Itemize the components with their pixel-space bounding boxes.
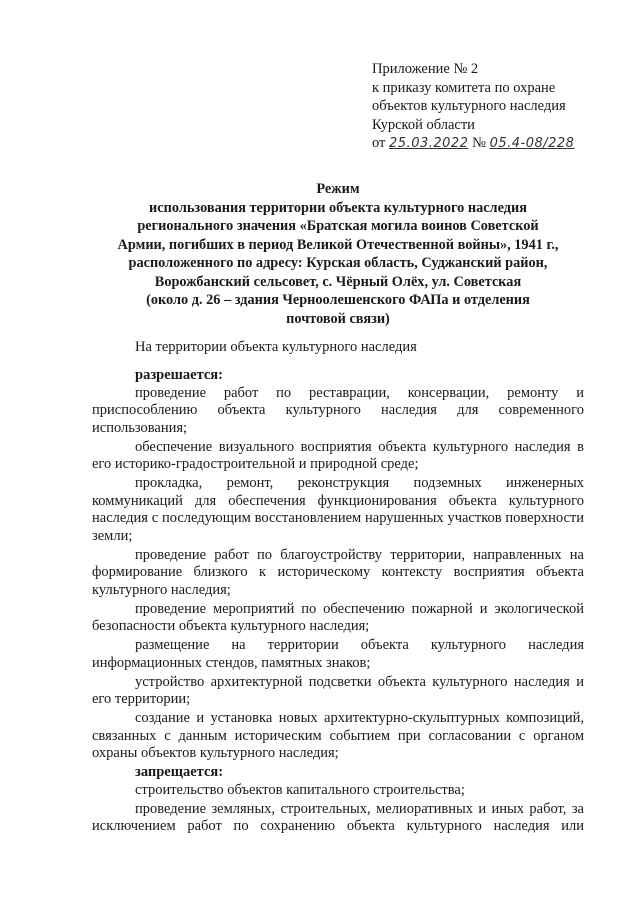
- title-line: регионального значения «Братская могила воинов Советской: [137, 218, 539, 234]
- title-line: Ворожбанский сельсовет, с. Чёрный Олёх, ул. Советская: [154, 273, 522, 290]
- document-title: [92, 180, 584, 328]
- allowed-item: проведение работ по реставрации, консервации, ремонту и приспособлению объекта культурного наследия для современного использования;: [92, 384, 584, 436]
- intro-text: На территории объекта культурного наследия: [135, 339, 417, 355]
- appendix-block: [372, 60, 574, 154]
- title-line: расположенного по адресу: Курская область, Суджанский район,: [128, 255, 548, 271]
- from-label: от: [372, 135, 386, 151]
- allowed-item: создание и установка новых архитектурно-скульптурных композиций, связанных с данным историческим событием при согласовании с органом охраны объектов культурного наследия;: [92, 710, 584, 761]
- appendix-order-line: к приказу комитета по охране: [372, 79, 556, 96]
- appendix-date-line: [372, 134, 574, 154]
- appendix-region-line: Курской области: [372, 116, 475, 133]
- allowed-item: проведение работ по благоустройству территории, направленных на формирование близкого к историческому контексту восприятия объекта культурного наследия;: [92, 546, 584, 598]
- number-label: №: [472, 135, 486, 151]
- appendix-committee-line: объектов культурного наследия: [372, 98, 566, 114]
- title-heading: Режим: [316, 181, 360, 197]
- allowed-item: размещение на территории объекта культурного наследия информационных стендов, памятных знаков;: [92, 637, 584, 671]
- title-line: Армии, погибших в период Великой Отечественной войны», 1941 г.,: [117, 236, 559, 253]
- allowed-heading: разрешается:: [135, 367, 223, 383]
- forbidden-heading: запрещается:: [135, 764, 224, 780]
- order-date: 25.03.2022: [389, 136, 469, 151]
- allowed-item: устройство архитектурной подсветки объекта культурного наследия и его территории;: [92, 673, 584, 707]
- forbidden-item: строительство объектов капитального строительства;: [135, 781, 465, 798]
- regime-body: [92, 367, 584, 837]
- forbidden-item: проведение земляных, строительных, мелиоративных и иных работ, за исключением работ по сохранению объекта культурного наследия или: [92, 800, 584, 834]
- allowed-item: обеспечение визуального восприятия объекта культурного наследия в его историко-градостроительной и природной среде;: [92, 438, 584, 472]
- title-line: использования территории объекта культурного наследия: [149, 199, 527, 216]
- order-number: 05.4-08/228: [489, 136, 575, 151]
- allowed-item: проведение мероприятий по обеспечению пожарной и экологической безопасности объекта культурного наследия;: [92, 600, 584, 634]
- appendix-title: Приложение № 2: [372, 61, 479, 77]
- title-line: (около д. 26 – здания Черноолешенского ФАПа и отделения: [146, 292, 530, 308]
- allowed-item: прокладка, ремонт, реконструкция подземных инженерных коммуникаций для обеспечения функционирования объекта культурного наследия с последующим восстановлением нарушенных участков поверхности земли;: [92, 475, 584, 544]
- title-line: почтовой связи): [286, 310, 390, 327]
